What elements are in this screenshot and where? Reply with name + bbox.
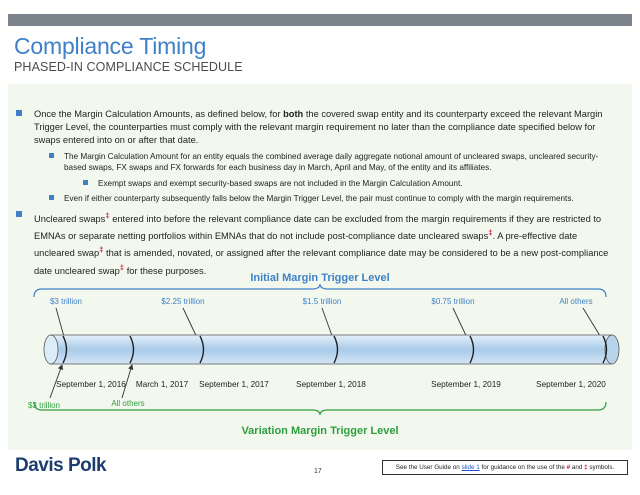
date-label: September 1, 2018 — [296, 380, 366, 389]
dagger-symbol: ‡ — [105, 210, 110, 220]
variation-levels — [28, 399, 145, 410]
initial-margin-heading: Initial Margin Trigger Level — [250, 272, 390, 284]
dagger-symbol: ‡ — [99, 245, 104, 255]
bullet-text: the covered swap entity and its counterparty exceed the relevant Margin Trigger Level, the counterparties must comply with the relevant margin requirement no later than the compliance date specified below for swaps entered into on or after that date. — [34, 109, 603, 146]
slide-1-link[interactable]: slide 1 — [461, 464, 480, 471]
guide-text: and — [570, 464, 585, 471]
timeline-bar-cap-left — [44, 335, 58, 364]
initial-level-label: $2.25 trillion — [161, 297, 205, 306]
variation-level-label: $3 trillion — [27, 401, 61, 410]
dagger-symbol: ‡ — [119, 262, 125, 272]
bullet-text: entered into before the relevant compliance date can be excluded from the margin requirements if they are restricted to EMNAs or separate netting portfolios within EMNAs that do not include post-compliance date uncleared swaps — [34, 213, 602, 242]
timeline-dates — [56, 380, 606, 389]
date-label: September 1, 2020 — [536, 380, 606, 389]
variation-margin-heading: Variation Margin Trigger Level — [241, 425, 399, 437]
bullet-text: . A pre-effective date uncleared swap — [34, 231, 578, 259]
initial-levels — [50, 297, 593, 306]
davis-polk-logo: Davis Polk — [15, 455, 107, 476]
date-label: September 1, 2017 — [199, 380, 269, 389]
page-subtitle: PHASED-IN COMPLIANCE SCHEDULE — [14, 60, 243, 74]
initial-level-label: $1.5 trillion — [302, 297, 342, 306]
initial-level-label: All others — [559, 297, 593, 306]
bullet-text: that is amended, novated, or assigned after the relevant compliance date may be considered to be a new post-compliance date uncleared swap — [34, 248, 609, 276]
initial-level-label: $3 trillion — [49, 297, 83, 306]
initial-level-label: $0.75 trillion — [431, 297, 475, 306]
bullet-text: Once the Margin Calculation Amounts, as defined below, for — [34, 109, 284, 119]
variation-level-label: All others — [111, 399, 145, 408]
bullet-text: for these purposes. — [124, 265, 207, 276]
dagger-symbol: ‡ — [584, 464, 588, 471]
bullet-text: Even if either counterparty subsequently falls below the Margin Trigger Level, the pair must continue to comply with the margin requirements. — [64, 194, 574, 203]
date-label: September 1, 2016 — [56, 380, 126, 389]
page-title: Compliance Timing — [14, 33, 207, 59]
bullet-text: The Margin Calculation Amount for an entity equals the combined average daily aggregate notional amount of uncleared swaps, uncleared security-based swaps, FX swaps and FX forwards for each business day in March, April and May, of the entity and its affiliates. — [64, 151, 599, 173]
bullet-text: Uncleared swaps — [34, 213, 106, 224]
date-label: March 1, 2017 — [135, 380, 189, 389]
timeline-bar — [50, 335, 613, 364]
bullet-emphasis: both — [283, 109, 304, 119]
page-number: 17 — [314, 468, 322, 475]
bullet-text: Exempt swaps and exempt security-based swaps are not included in the Margin Calculation Amount. — [98, 179, 463, 189]
user-guide-note — [382, 460, 628, 475]
guide-text: See the User Guide on — [395, 464, 462, 471]
guide-text: for guidance on the use of the — [479, 464, 567, 471]
guide-text: symbols. — [587, 464, 615, 471]
initial-margin-brace — [34, 284, 606, 297]
date-label: September 1, 2019 — [431, 380, 501, 389]
dagger-symbol: ‡ — [488, 228, 493, 238]
hash-symbol: # — [566, 464, 571, 471]
